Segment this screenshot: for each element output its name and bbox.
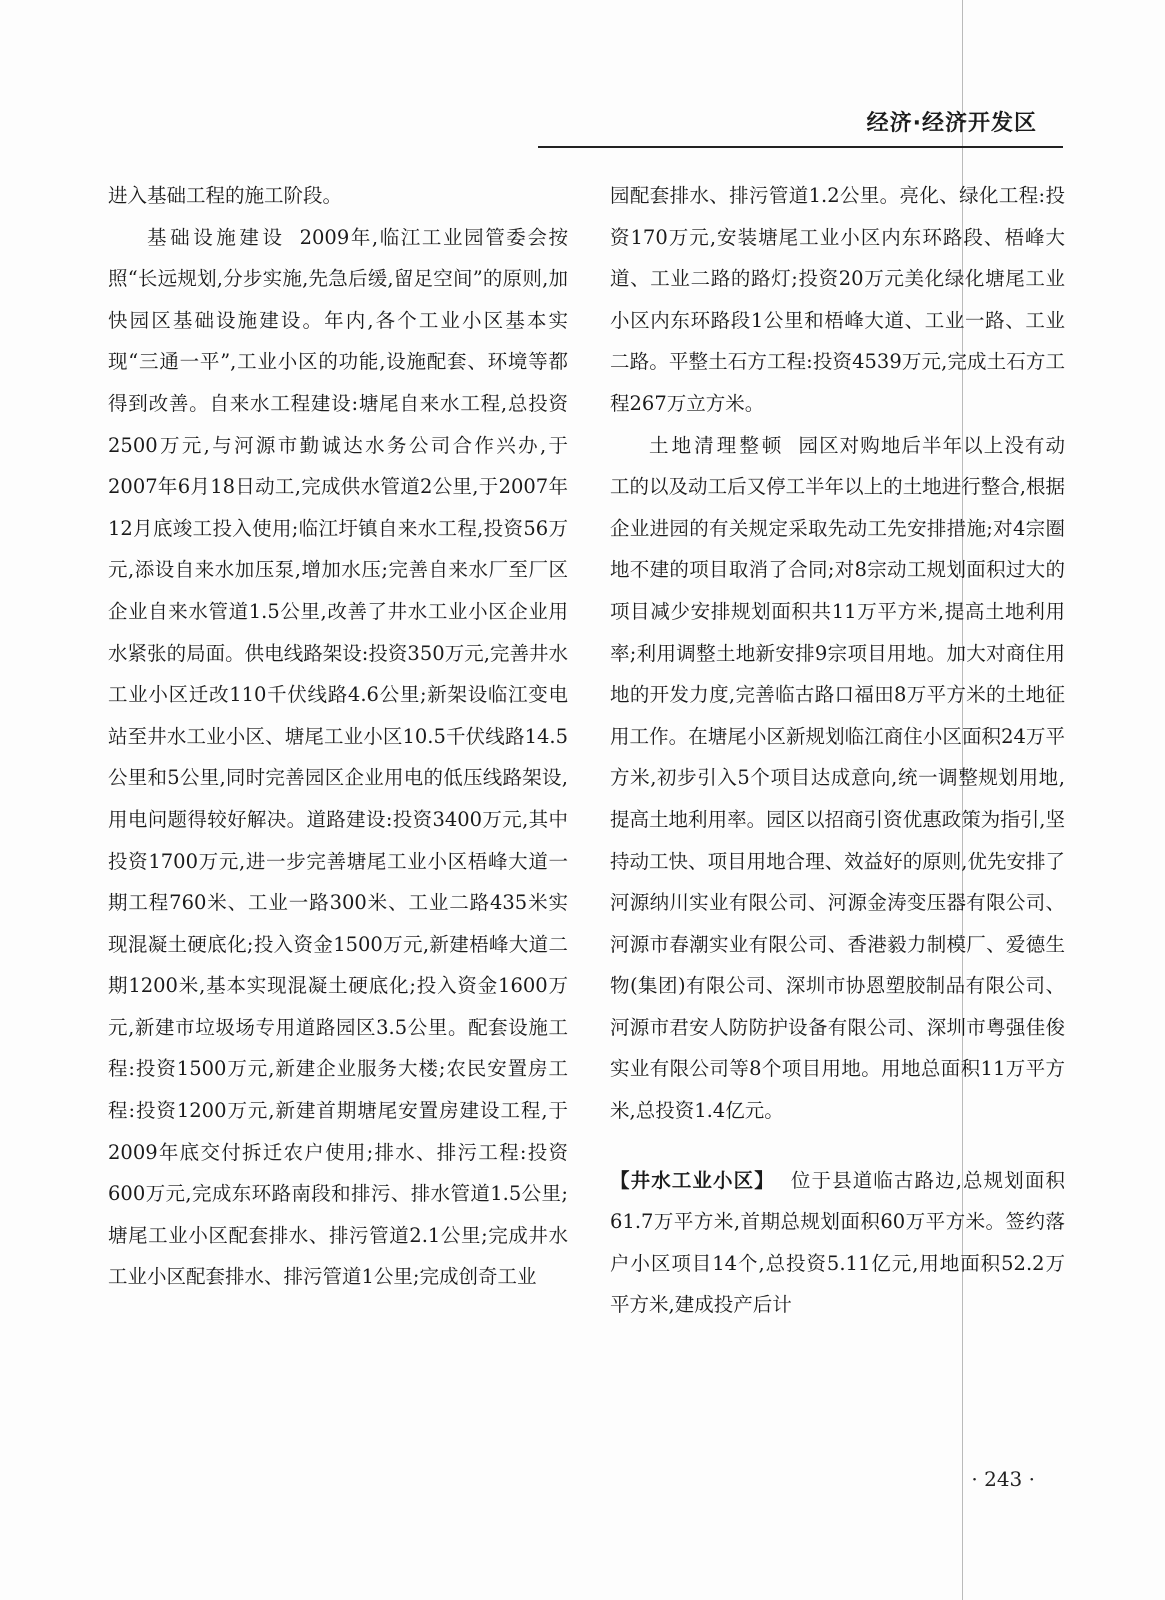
section-header-title: 经济·经济开发区 xyxy=(866,111,1037,136)
left-paragraph-continuation: 进入基础工程的施工阶段。 xyxy=(108,184,343,207)
entry-heading: 【井水工业小区】 xyxy=(610,1168,775,1192)
paragraph-body: 园区对购地后半年以上没有动工的以及动工后又停工半年以上的土地进行整合,根据企业进园的有关规定采取先动工先安排措施;对4宗圈地不建的项目取消了合同;对8宗动工规划面积过大的项目减少安排规划面积共11万平方米,提高土地利用率;利用调整土地新安排9宗项目用地。加大对商住用地的开发力度,完善临古路口福田8万平方米的土地征用工作。在塘尾小区新规划临江商住小区面积24万平方米,初步引入5个项目达成意向,统一调整规划用地,提高土地利用率。园区以招商引资优惠政策为指引,坚持动工快、项目用地合理、效益好的原则,优先安排了河源纳川实业有限公司、河源金涛变压器有限公司、河源市春潮实业有限公司、香港毅力制模厂、爱德生物(集团)有限公司、深圳市协恩塑胶制品有限公司、河源市君安人防防护设备有限公司、深圳市粤强佳俊实业有限公司等8个项目用地。用地总面积11万平方米,总投资1.4亿元。 xyxy=(610,433,1065,1123)
paragraph-lead-heading: 土地清理整顿 xyxy=(649,433,785,457)
paragraph-body: 位于县道临古路边,总规划面积61.7万平方米,首期总规划面积60万平方米。签约落户小区项目14个,总投资5.11亿元,用地面积52.2万平方米,建成投产后计 xyxy=(610,1168,1065,1317)
paragraph-lead-heading: 基础设施建设 xyxy=(147,225,286,249)
paragraph-body: 2009年,临江工业园管委会按照“长远规划,分步实施,先急后缓,留足空间”的原则,加快园区基础设施建设。年内,各个工业小区基本实现“三通一平”,工业小区的功能,设施配套、环境等都得到改善。自来水工程建设:塘尾自来水工程,总投资2500万元,与河源市勤诚达水务公司合作兴办,于2007年6月18日动工,完成供水管道2公里,于2007年12月底竣工投入使用;临江圩镇自来水工程,投资56万元,添设自来水加压泵,增加水压;完善自来水厂至厂区企业自来水管道1.5公里,改善了井水工业小区企业用水紧张的局面。供电线路架设:投资350万元,完善井水工业小区迁改110千伏线路4.6公里;新架设临江变电站至井水工业小区、塘尾工业小区10.5千伏线路14.5公里和5公里,同时完善园区企业用电的低压线路架设,用电问题得较好解决。道路建设:投资3400万元,其中投资1700万元,进一步完善塘尾工业小区梧峰大道一期工程760米、工业一路300米、工业二路435米实现混凝土硬底化;投入资金1500万元,新建梧峰大道二期1200米,基本实现混凝土硬底化;投入资金1600万元,新建市垃圾场专用道路园区3.5公里。配套设施工程:投资1500万元,新建企业服务大楼;农民安置房工程:投资1200万元,新建首期塘尾安置房建设工程,于2009年底交付拆迁农户使用;排水、排污工程:投资600万元,完成东环路南段和排污、排水管道1.5公里;塘尾工业小区配套排水、排污管道2.1公里;完成井水工业小区配套排水、排污管道1公里;完成创奇工业 xyxy=(108,225,568,1289)
right-paragraph-jingshui-park xyxy=(610,1160,1065,1326)
header-rule xyxy=(538,146,1063,148)
left-paragraph-infrastructure xyxy=(108,217,568,1298)
right-paragraph-land-clearance xyxy=(610,425,1065,1132)
left-text-column xyxy=(108,175,568,1298)
right-text-column xyxy=(610,175,1065,1326)
right-paragraph-continuation: 园配套排水、排污管道1.2公里。亮化、绿化工程:投资170万元,安装塘尾工业小区内东环路段、梧峰大道、工业二路的路灯;投资20万元美化绿化塘尾工业小区内东环路段1公里和梧峰大道、工业一路、工业二路。平整土石方工程:投资4539万元,完成土石方工程267万立方米。 xyxy=(610,184,1065,415)
page-number: · 243 · xyxy=(971,1467,1035,1491)
